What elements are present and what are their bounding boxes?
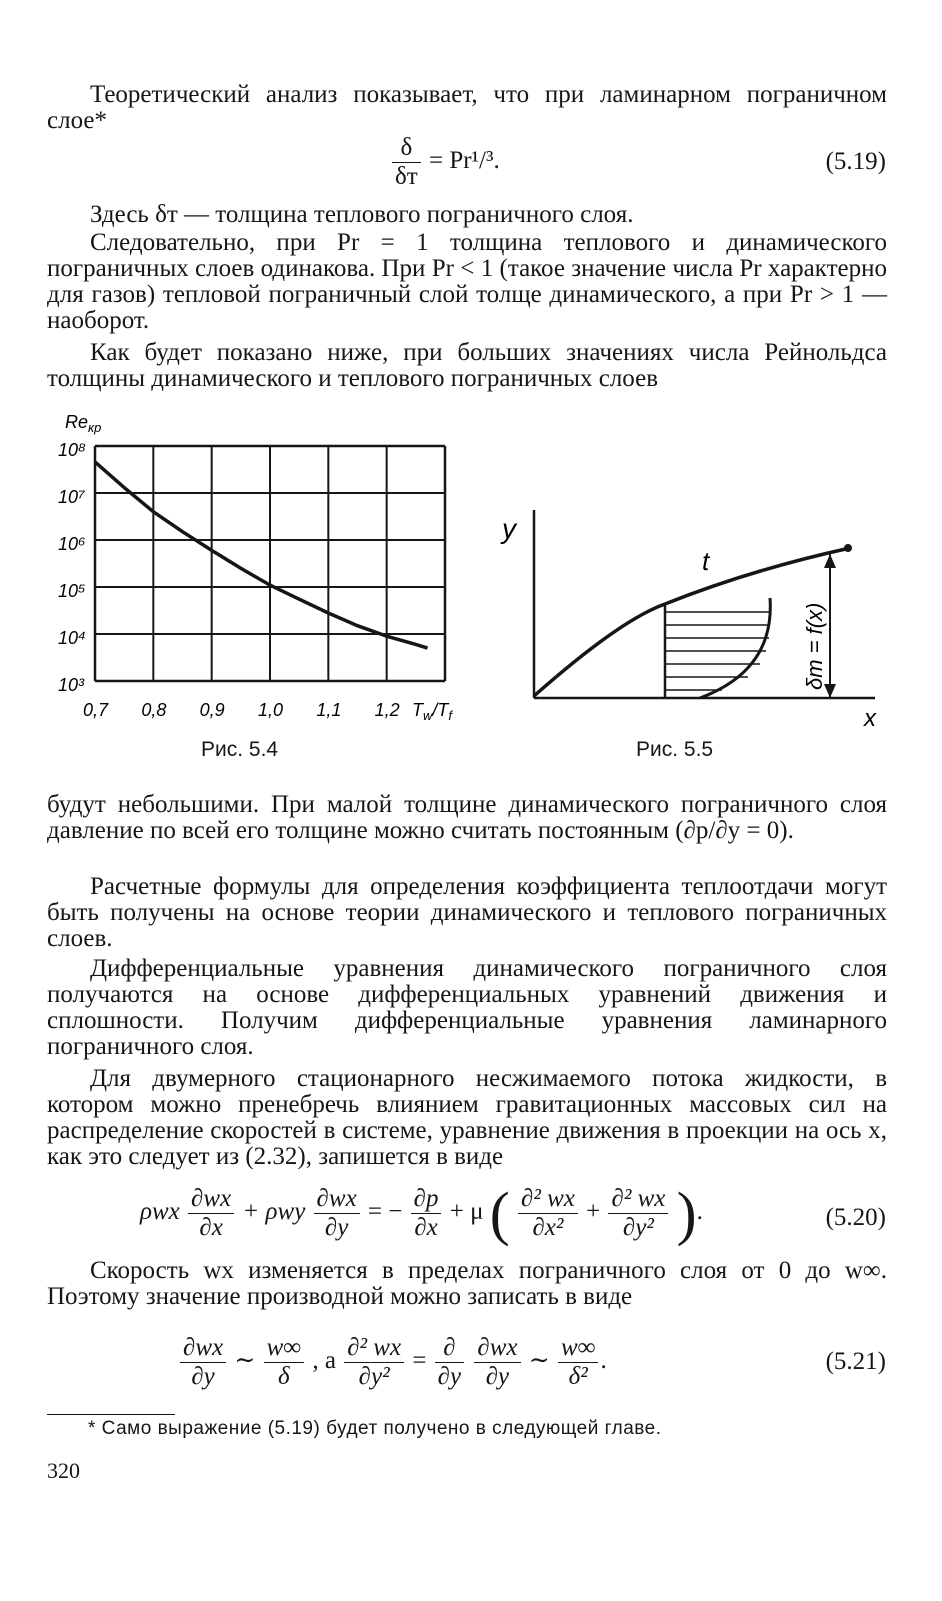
- fraction-dp-dx: [411, 1185, 442, 1242]
- fraction-denominator: ∂y²: [622, 1214, 654, 1241]
- arrow-up-icon: [824, 554, 836, 568]
- fraction-denominator: ∂y: [437, 1363, 462, 1390]
- fraction-dwx-dx: [188, 1185, 234, 1242]
- paragraph-7: Дифференциальные уравнения динамического пограничного слоя получаются на основе дифференциальных уравнений движения и сплошности. Получим дифференциальные уравнения ламинарного пограничного слоя.: [47, 955, 887, 1060]
- fraction-denominator: δ²: [568, 1363, 588, 1390]
- fraction-numerator: ∂: [435, 1334, 464, 1363]
- y-tick-label: 10⁴: [58, 628, 86, 648]
- fraction-numerator: w∞: [264, 1334, 305, 1363]
- equation-end: .: [600, 1347, 607, 1375]
- figure-5-5-diagram: [490, 500, 890, 740]
- fraction-numerator: ∂p: [411, 1185, 442, 1214]
- fraction-denominator: ∂y: [324, 1214, 349, 1241]
- y-tick-label: 10⁸: [58, 440, 86, 460]
- figure-5-5-caption: Рис. 5.5: [636, 738, 714, 761]
- chart-grid: [95, 446, 445, 681]
- equation-end: .: [696, 1198, 703, 1226]
- fraction-numerator: ∂wx: [474, 1334, 520, 1363]
- paragraph-4: Как будет показано ниже, при больших значениях числа Рейнольдса толщины динамического и теплового пограничных слоев: [47, 339, 887, 392]
- x-tick-label: 1,1: [316, 700, 342, 720]
- plus-sign: +: [586, 1198, 601, 1226]
- temperature-profile-curve: [700, 598, 770, 698]
- curve-label-t: t: [702, 546, 710, 576]
- fraction-d-dy: [435, 1334, 464, 1391]
- page-number: 320: [47, 1458, 80, 1483]
- fraction-dwx-dy: [314, 1185, 360, 1242]
- y-tick-label: 10³: [58, 675, 85, 695]
- fraction-winf-delta: [264, 1334, 305, 1391]
- equals-sign: =: [412, 1347, 427, 1375]
- equation-number-5-19: (5.19): [825, 148, 886, 175]
- paragraph-5: будут небольшими. При малой толщине динамического пограничного слоя давление по всей его толщине можно считать постоянным (∂p/∂y = 0).: [47, 791, 887, 844]
- sim-sign: ∼: [234, 1347, 256, 1375]
- x-tick-label: 0,9: [199, 700, 225, 720]
- equation-rhs: = Pr¹/³.: [428, 147, 500, 175]
- y-axis-label: y: [502, 513, 516, 544]
- chart-series-line: [95, 462, 428, 648]
- fraction-numerator: ∂² wx: [608, 1185, 668, 1214]
- left-paren: (: [489, 1180, 510, 1247]
- right-paren: ): [676, 1180, 697, 1247]
- fraction-d2wx-dy2: [344, 1334, 404, 1391]
- fraction-denominator: ∂x²: [532, 1214, 564, 1241]
- equation-5-21: [178, 1334, 607, 1391]
- curve-end-dot: [844, 544, 852, 552]
- fraction-denominator: ∂y: [191, 1363, 215, 1390]
- paragraph-2: Здесь δт — толщина теплового пограничного слоя.: [90, 201, 634, 228]
- figure-5-4-caption: Рис. 5.4: [201, 738, 279, 761]
- fraction-winf-delta2: [558, 1334, 599, 1391]
- fraction-denominator: δ: [278, 1363, 290, 1390]
- fraction-denominator: ∂x: [199, 1214, 223, 1241]
- y-tick-label: 10⁶: [58, 534, 86, 554]
- thickness-label: δт = f(x): [802, 602, 827, 690]
- fraction-d2wx-dy2: [608, 1185, 668, 1242]
- paragraph-9: Скорость wx изменяется в пределах пограничного слоя от 0 до w∞. Поэтому значение производной можно записать в виде: [47, 1257, 887, 1310]
- fraction-numerator: ∂² wx: [344, 1334, 404, 1363]
- fraction-denominator: δт: [395, 163, 418, 190]
- fraction-denominator: ∂y: [485, 1363, 510, 1390]
- equation-5-20: [140, 1180, 703, 1247]
- x-axis-label: $T_w/T_f$: [412, 700, 453, 723]
- paragraph-6: Расчетные формулы для определения коэффициента теплоотдачи могут быть получены на основе теории динамического и теплового пограничных слоев.: [47, 873, 887, 952]
- figure-5-4-chart: [40, 408, 470, 728]
- x-tick-label: 1,0: [258, 700, 284, 720]
- plus-mu: + μ: [449, 1198, 484, 1226]
- profile-hatching: [665, 612, 770, 690]
- equation-number-5-21: (5.21): [825, 1348, 886, 1375]
- fraction-numerator: ∂² wx: [518, 1185, 578, 1214]
- equation-number-5-20: (5.20): [825, 1204, 886, 1231]
- paragraph-3: Следовательно, при Pr = 1 толщина теплового и динамического пограничных слоев одинакова. При Pr < 1 (такое значение числа Pr характерно для газов) тепловой пограничный слой толще динамического, а при Pr > 1 — наоборот.: [47, 229, 887, 334]
- fraction-dwx-dy: [180, 1334, 226, 1391]
- x-tick-label: 0,7: [83, 700, 109, 720]
- term-rho-wx: ρwx: [140, 1198, 180, 1226]
- y-tick-label: 10⁵: [58, 581, 86, 601]
- fraction-denominator: ∂y²: [358, 1363, 390, 1390]
- paragraph-8: Для двумерного стационарного несжимаемого потока жидкости, в котором можно пренебречь влиянием гравитационных массовых сил на распределение скоростей в системе, уравнение движения в проекции на ось x, как это следует из (2.32), запишется в виде: [47, 1065, 887, 1170]
- fraction-d2wx-dx2: [518, 1185, 578, 1242]
- equals-minus: = −: [367, 1198, 403, 1226]
- footnote: * Само выражение (5.19) будет получено в следующей главе.: [88, 1418, 662, 1439]
- equation-5-19: [390, 134, 500, 191]
- fraction-dwx-dy-2: [474, 1334, 520, 1391]
- footnote-divider: [47, 1414, 175, 1415]
- chart-tick-labels: [58, 440, 400, 720]
- y-axis-label: $Re_{кр}$: [65, 412, 102, 435]
- x-tick-label: 1,2: [374, 700, 400, 720]
- separator-a: , а: [312, 1347, 336, 1375]
- x-axis-label: x: [864, 705, 876, 732]
- term-rho-wy: + ρwy: [242, 1198, 306, 1226]
- fraction-numerator: w∞: [558, 1334, 599, 1363]
- paragraph-1: Теоретический анализ показывает, что при ламинарном пограничном слое*: [47, 81, 887, 134]
- fraction-numerator: ∂wx: [314, 1185, 360, 1214]
- fraction-numerator: ∂wx: [180, 1334, 226, 1363]
- fraction-denominator: ∂x: [414, 1214, 438, 1241]
- fraction-delta-ratio: [392, 134, 421, 191]
- sim-sign-2: ∼: [528, 1347, 550, 1375]
- fraction-numerator: ∂wx: [188, 1185, 234, 1214]
- fraction-numerator: δ: [392, 134, 421, 163]
- y-tick-label: 10⁷: [58, 487, 85, 507]
- x-tick-label: 0,8: [141, 700, 167, 720]
